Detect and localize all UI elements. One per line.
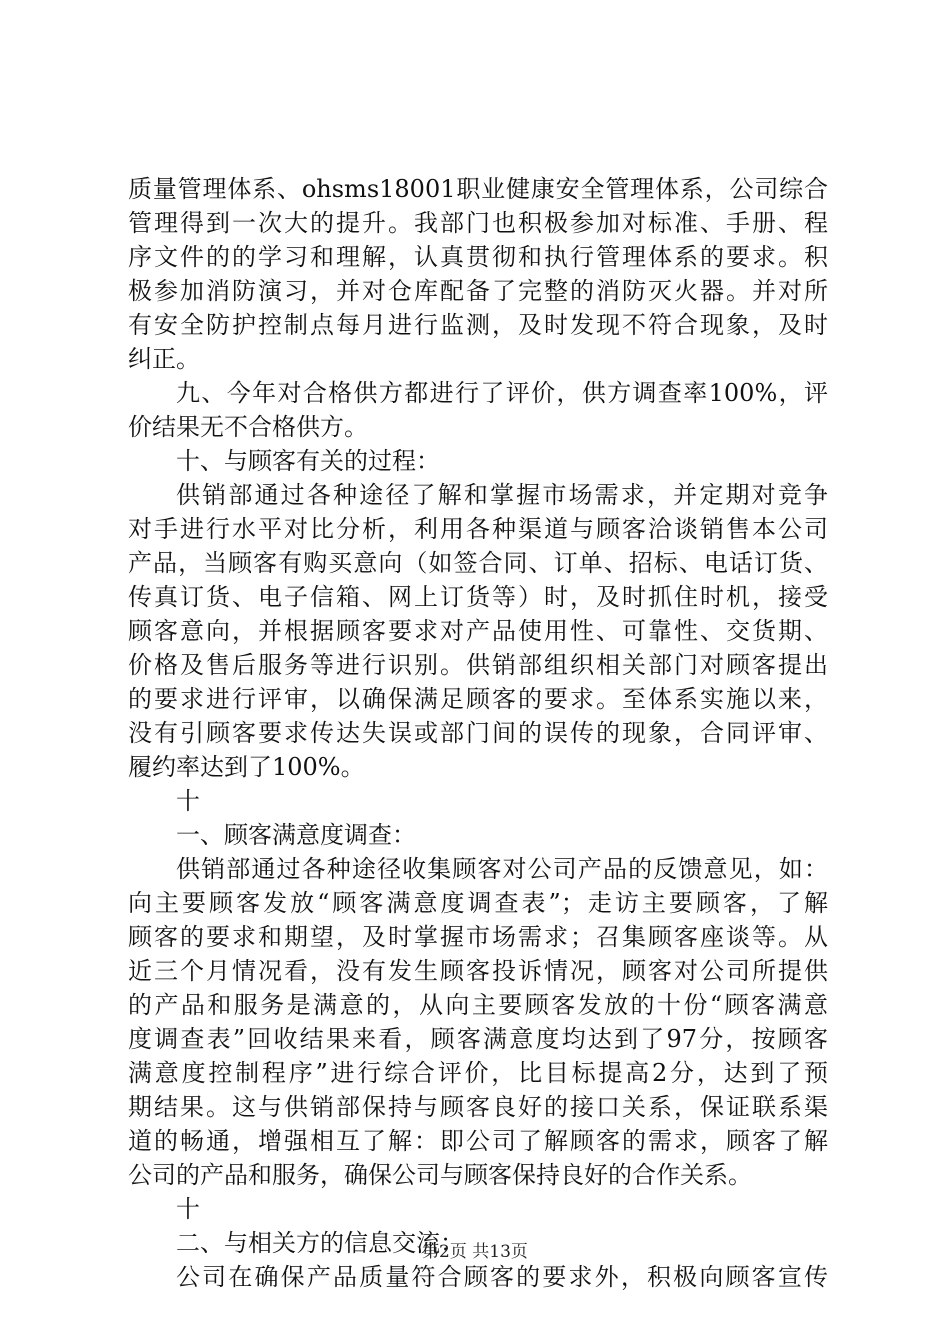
- document-body: [128, 172, 828, 1294]
- text-line: 管理得到一次大的提升。我部门也积极参加对标准、手册、程: [128, 209, 828, 237]
- text-line: 有安全防护控制点每月进行监测，及时发现不符合现象，及时: [128, 311, 828, 339]
- text-line: 满意度控制程序”进行综合评价，比目标提高2分，达到了预: [128, 1059, 828, 1087]
- text-line: 顾客意向，并根据顾客要求对产品使用性、可靠性、交货期、: [128, 617, 828, 645]
- text-line: 价格及售后服务等进行识别。供销部组织相关部门对顾客提出: [128, 651, 828, 679]
- text-line: 道的畅通，增强相互了解：即公司了解顾客的需求，顾客了解: [128, 1127, 828, 1155]
- text-line: 序文件的的学习和理解，认真贯彻和执行管理体系的要求。积: [128, 243, 828, 271]
- text-line: 产品，当顾客有购买意向（如签合同、订单、招标、电话订货、: [128, 549, 828, 577]
- text-line: 九、今年对合格供方都进行了评价，供方调查率100%，评: [176, 379, 828, 407]
- text-line: 向主要顾客发放“顾客满意度调查表”；走访主要顾客，了解: [128, 889, 828, 917]
- text-line: 的要求进行评审，以确保满足顾客的要求。至体系实施以来，: [128, 685, 828, 713]
- text-line: 公司的产品和服务，确保公司与顾客保持良好的合作关系。: [128, 1161, 752, 1189]
- text-line: 没有引顾客要求传达失误或部门间的误传的现象，合同评审、: [128, 719, 828, 747]
- text-line: 顾客的要求和期望，及时掌握市场需求；召集顾客座谈等。从: [128, 923, 828, 951]
- text-line: 价结果无不合格供方。: [128, 413, 368, 441]
- text-line: 近三个月情况看，没有发生顾客投诉情况，顾客对公司所提供: [128, 957, 828, 985]
- text-line: 纠正。: [128, 345, 200, 373]
- text-line: 二、与相关方的信息交流：: [176, 1229, 464, 1257]
- text-line: 质量管理体系、ohsms18001职业健康安全管理体系，公司综合: [128, 175, 828, 203]
- text-line: 十: [176, 1195, 200, 1223]
- text-line: 度调查表”回收结果来看，顾客满意度均达到了97分，按顾客: [128, 1025, 828, 1053]
- text-line: 十、与顾客有关的过程：: [176, 447, 440, 475]
- text-line: 一、顾客满意度调查：: [176, 821, 416, 849]
- text-line: 对手进行水平对比分析，利用各种渠道与顾客洽谈销售本公司: [128, 515, 828, 543]
- text-line: 供销部通过各种途径了解和掌握市场需求，并定期对竞争: [176, 481, 828, 509]
- text-line: 传真订货、电子信箱、网上订货等）时，及时抓住时机，接受: [128, 583, 828, 611]
- page-number-footer: 第2页 共13页: [422, 1242, 528, 1262]
- text-line: 十: [176, 787, 200, 815]
- text-line: 期结果。这与供销部保持与顾客良好的接口关系，保证联系渠: [128, 1093, 828, 1121]
- text-line: 供销部通过各种途径收集顾客对公司产品的反馈意见，如：: [176, 855, 828, 883]
- text-line: 履约率达到了100%。: [128, 753, 365, 781]
- text-line: 的产品和服务是满意的，从向主要顾客发放的十份“顾客满意: [128, 991, 828, 1019]
- text-line: 极参加消防演习，并对仓库配备了完整的消防灭火器。并对所: [128, 277, 828, 305]
- text-line: 公司在确保产品质量符合顾客的要求外，积极向顾客宣传: [176, 1263, 828, 1291]
